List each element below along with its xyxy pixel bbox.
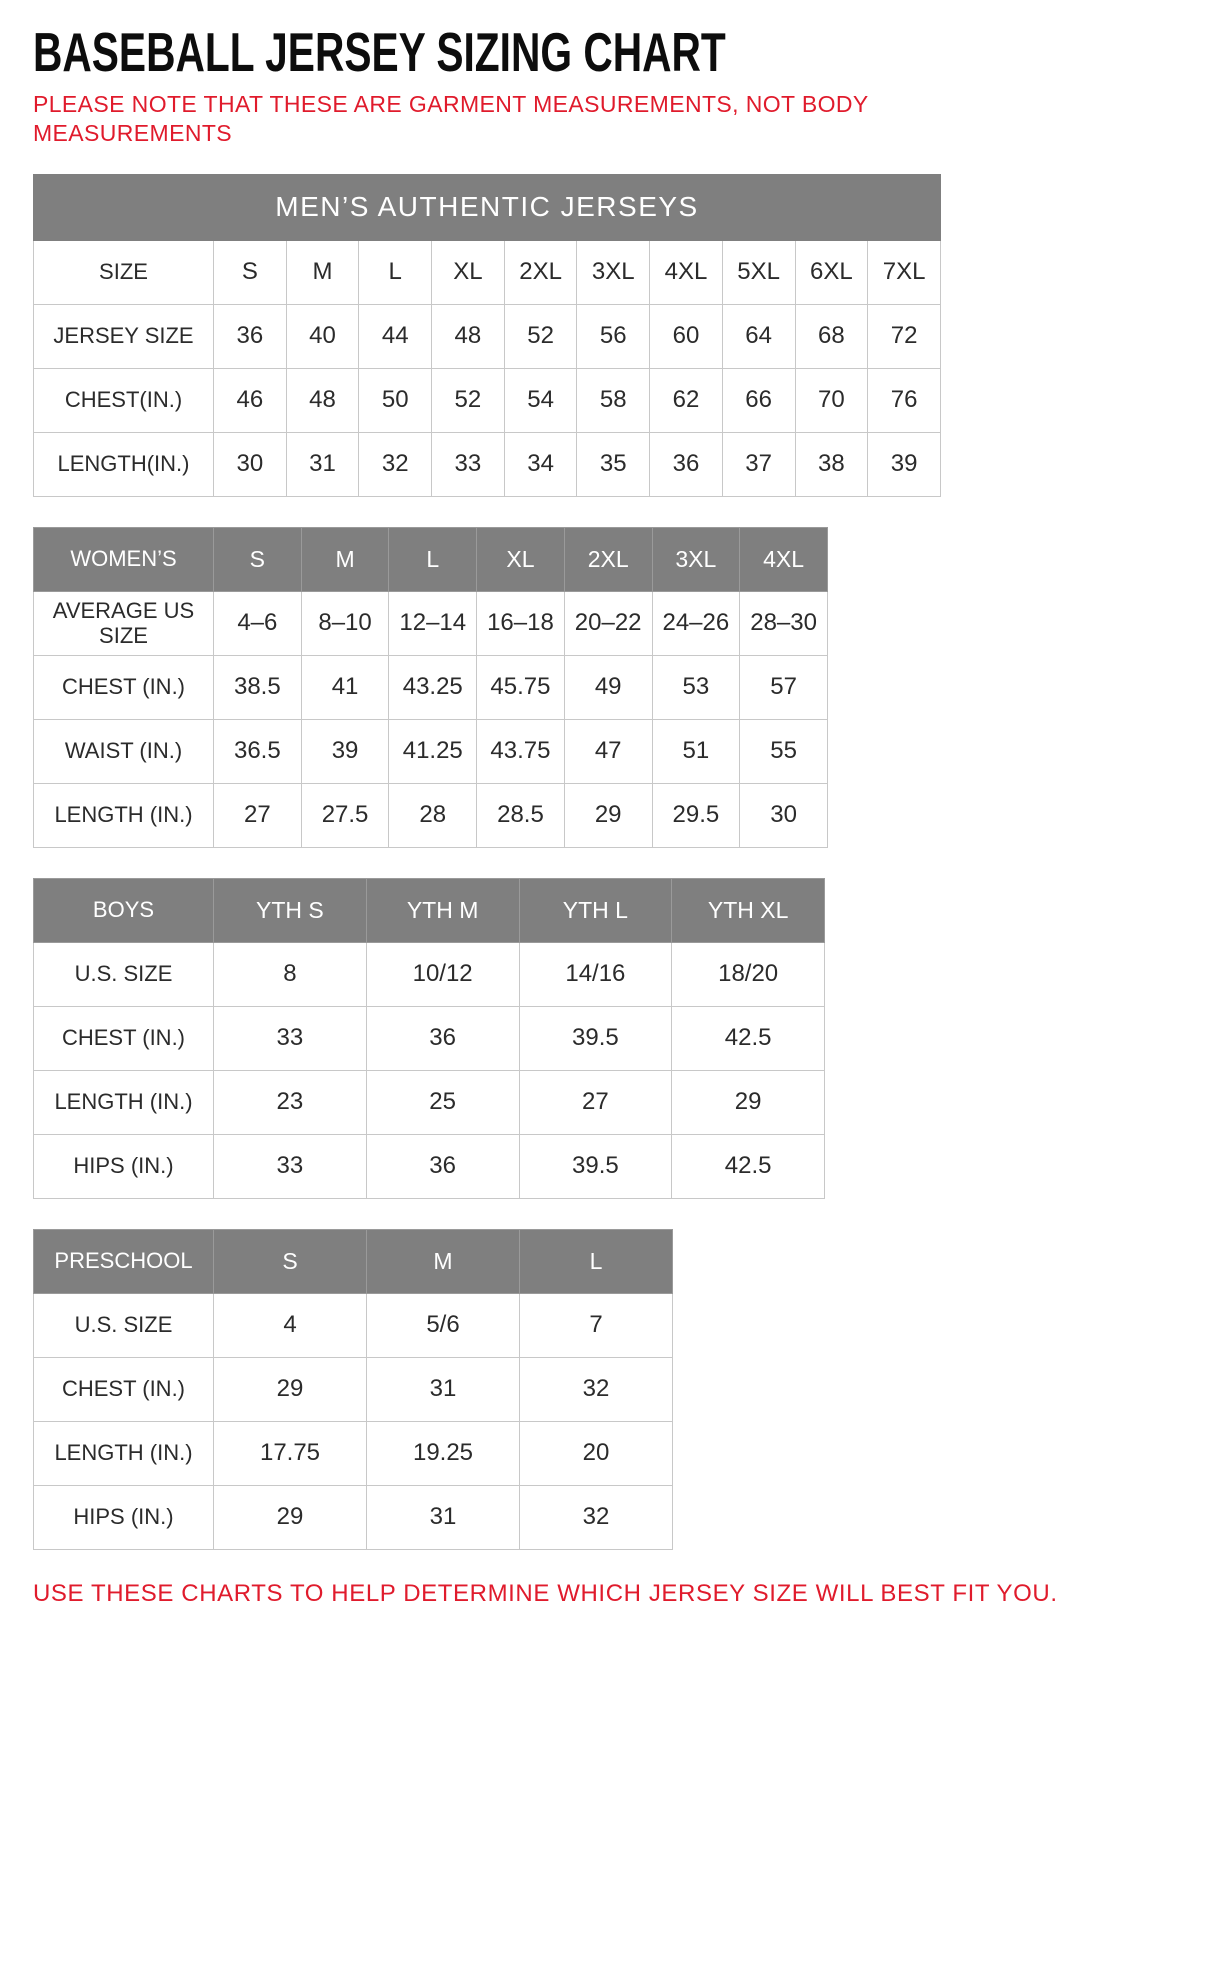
row-label: WAIST (IN.) — [34, 719, 214, 783]
column-header: 2XL — [564, 527, 652, 591]
column-header: XL — [477, 527, 565, 591]
table-row — [34, 432, 941, 496]
data-cell: 45.75 — [477, 655, 565, 719]
data-cell: 47 — [564, 719, 652, 783]
data-cell: 28.5 — [477, 783, 565, 847]
table-corner-label: PRESCHOOL — [34, 1229, 214, 1293]
row-label: HIPS (IN.) — [34, 1485, 214, 1549]
data-cell: 70 — [795, 368, 868, 432]
data-cell: 38 — [795, 432, 868, 496]
data-cell: 50 — [359, 368, 432, 432]
data-cell: 52 — [504, 304, 577, 368]
data-cell: 48 — [286, 368, 359, 432]
table-corner-label: WOMEN’S — [34, 527, 214, 591]
data-cell: 39 — [868, 432, 941, 496]
data-cell: 55 — [740, 719, 828, 783]
column-header: M — [301, 527, 389, 591]
row-label: LENGTH (IN.) — [34, 1070, 214, 1134]
column-header: 4XL — [650, 240, 723, 304]
data-cell: 44 — [359, 304, 432, 368]
column-header: YTH M — [366, 878, 519, 942]
data-cell: 27 — [214, 783, 302, 847]
data-cell: 68 — [795, 304, 868, 368]
table-header-row — [34, 240, 941, 304]
mens-sizing-table — [33, 174, 941, 497]
table-row — [34, 304, 941, 368]
page-title-text: BASEBALL JERSEY SIZING CHART — [33, 21, 726, 83]
data-cell: 64 — [722, 304, 795, 368]
column-header: 4XL — [740, 527, 828, 591]
data-cell: 20–22 — [564, 591, 652, 655]
row-label: CHEST (IN.) — [34, 655, 214, 719]
data-cell: 41.25 — [389, 719, 477, 783]
data-cell: 30 — [740, 783, 828, 847]
data-cell: 53 — [652, 655, 740, 719]
data-cell: 5/6 — [367, 1293, 520, 1357]
row-label: CHEST (IN.) — [34, 1006, 214, 1070]
data-cell: 32 — [359, 432, 432, 496]
data-cell: 34 — [504, 432, 577, 496]
table-row — [34, 1070, 825, 1134]
data-cell: 28 — [389, 783, 477, 847]
data-cell: 10/12 — [366, 942, 519, 1006]
data-cell: 42.5 — [672, 1134, 825, 1198]
table-row — [34, 368, 941, 432]
data-cell: 24–26 — [652, 591, 740, 655]
data-cell: 27 — [519, 1070, 672, 1134]
data-cell: 72 — [868, 304, 941, 368]
data-cell: 46 — [214, 368, 287, 432]
column-header: YTH XL — [672, 878, 825, 942]
data-cell: 29.5 — [652, 783, 740, 847]
table-row — [34, 1357, 673, 1421]
row-label: JERSEY SIZE — [34, 304, 214, 368]
column-header: M — [367, 1229, 520, 1293]
column-header: L — [520, 1229, 673, 1293]
data-cell: 31 — [367, 1485, 520, 1549]
womens-sizing-table — [33, 527, 828, 848]
data-cell: 54 — [504, 368, 577, 432]
data-cell: 18/20 — [672, 942, 825, 1006]
data-cell: 60 — [650, 304, 723, 368]
row-label: AVERAGE US SIZE — [34, 591, 214, 655]
data-cell: 40 — [286, 304, 359, 368]
data-cell: 8 — [214, 942, 367, 1006]
data-cell: 8–10 — [301, 591, 389, 655]
data-cell: 28–30 — [740, 591, 828, 655]
column-header: 2XL — [504, 240, 577, 304]
data-cell: 16–18 — [477, 591, 565, 655]
data-cell: 14/16 — [519, 942, 672, 1006]
data-cell: 39 — [301, 719, 389, 783]
table-row — [34, 1006, 825, 1070]
column-header: YTH S — [214, 878, 367, 942]
data-cell: 36 — [650, 432, 723, 496]
data-cell: 4–6 — [214, 591, 302, 655]
data-cell: 58 — [577, 368, 650, 432]
data-cell: 12–14 — [389, 591, 477, 655]
column-header: 6XL — [795, 240, 868, 304]
data-cell: 43.75 — [477, 719, 565, 783]
footer-note: USE THESE CHARTS TO HELP DETERMINE WHICH JERSEY SIZE WILL BEST FIT YOU. — [33, 1579, 1058, 1607]
row-label: LENGTH(IN.) — [34, 432, 214, 496]
table-row — [34, 783, 828, 847]
garment-measurements-note: PLEASE NOTE THAT THESE ARE GARMENT MEASUREMENTS, NOT BODY MEASUREMENTS — [33, 91, 869, 146]
data-cell: 27.5 — [301, 783, 389, 847]
table-header-row — [34, 1229, 673, 1293]
data-cell: 42.5 — [672, 1006, 825, 1070]
data-cell: 37 — [722, 432, 795, 496]
row-label: CHEST(IN.) — [34, 368, 214, 432]
data-cell: 76 — [868, 368, 941, 432]
table-banner-row — [34, 174, 941, 240]
row-label: LENGTH (IN.) — [34, 1421, 214, 1485]
data-cell: 30 — [214, 432, 287, 496]
table-corner-label: SIZE — [34, 240, 214, 304]
data-cell: 36 — [366, 1134, 519, 1198]
row-label: HIPS (IN.) — [34, 1134, 214, 1198]
data-cell: 48 — [432, 304, 505, 368]
data-cell: 31 — [286, 432, 359, 496]
data-cell: 62 — [650, 368, 723, 432]
column-header: 3XL — [652, 527, 740, 591]
page-title — [33, 20, 1187, 82]
table-row — [34, 1134, 825, 1198]
data-cell: 57 — [740, 655, 828, 719]
row-label: U.S. SIZE — [34, 1293, 214, 1357]
column-header: S — [214, 527, 302, 591]
data-cell: 20 — [520, 1421, 673, 1485]
column-header: L — [359, 240, 432, 304]
row-label: U.S. SIZE — [34, 942, 214, 1006]
data-cell: 32 — [520, 1485, 673, 1549]
row-label: CHEST (IN.) — [34, 1357, 214, 1421]
data-cell: 17.75 — [214, 1421, 367, 1485]
data-cell: 51 — [652, 719, 740, 783]
data-cell: 56 — [577, 304, 650, 368]
table-row — [34, 719, 828, 783]
table-row — [34, 591, 828, 655]
data-cell: 35 — [577, 432, 650, 496]
data-cell: 39.5 — [519, 1134, 672, 1198]
data-cell: 36.5 — [214, 719, 302, 783]
row-label: LENGTH (IN.) — [34, 783, 214, 847]
data-cell: 25 — [366, 1070, 519, 1134]
column-header: M — [286, 240, 359, 304]
data-cell: 39.5 — [519, 1006, 672, 1070]
data-cell: 29 — [214, 1357, 367, 1421]
preschool-sizing-table — [33, 1229, 673, 1550]
data-cell: 33 — [432, 432, 505, 496]
data-cell: 29 — [672, 1070, 825, 1134]
table-row — [34, 1421, 673, 1485]
table-corner-label: BOYS — [34, 878, 214, 942]
data-cell: 52 — [432, 368, 505, 432]
data-cell: 36 — [366, 1006, 519, 1070]
data-cell: 49 — [564, 655, 652, 719]
table-header-row — [34, 878, 825, 942]
data-cell: 41 — [301, 655, 389, 719]
column-header: L — [389, 527, 477, 591]
data-cell: 23 — [214, 1070, 367, 1134]
column-header: S — [214, 240, 287, 304]
column-header: XL — [432, 240, 505, 304]
data-cell: 29 — [214, 1485, 367, 1549]
data-cell: 31 — [367, 1357, 520, 1421]
data-cell: 66 — [722, 368, 795, 432]
data-cell: 38.5 — [214, 655, 302, 719]
data-cell: 43.25 — [389, 655, 477, 719]
data-cell: 7 — [520, 1293, 673, 1357]
table-banner: MEN’S AUTHENTIC JERSEYS — [34, 174, 941, 240]
table-row — [34, 1293, 673, 1357]
table-row — [34, 655, 828, 719]
table-row — [34, 1485, 673, 1549]
table-header-row — [34, 527, 828, 591]
data-cell: 33 — [214, 1134, 367, 1198]
column-header: 3XL — [577, 240, 650, 304]
column-header: S — [214, 1229, 367, 1293]
data-cell: 33 — [214, 1006, 367, 1070]
data-cell: 36 — [214, 304, 287, 368]
column-header: 5XL — [722, 240, 795, 304]
data-cell: 29 — [564, 783, 652, 847]
boys-sizing-table — [33, 878, 825, 1199]
data-cell: 4 — [214, 1293, 367, 1357]
column-header: 7XL — [868, 240, 941, 304]
data-cell: 19.25 — [367, 1421, 520, 1485]
column-header: YTH L — [519, 878, 672, 942]
data-cell: 32 — [520, 1357, 673, 1421]
table-row — [34, 942, 825, 1006]
